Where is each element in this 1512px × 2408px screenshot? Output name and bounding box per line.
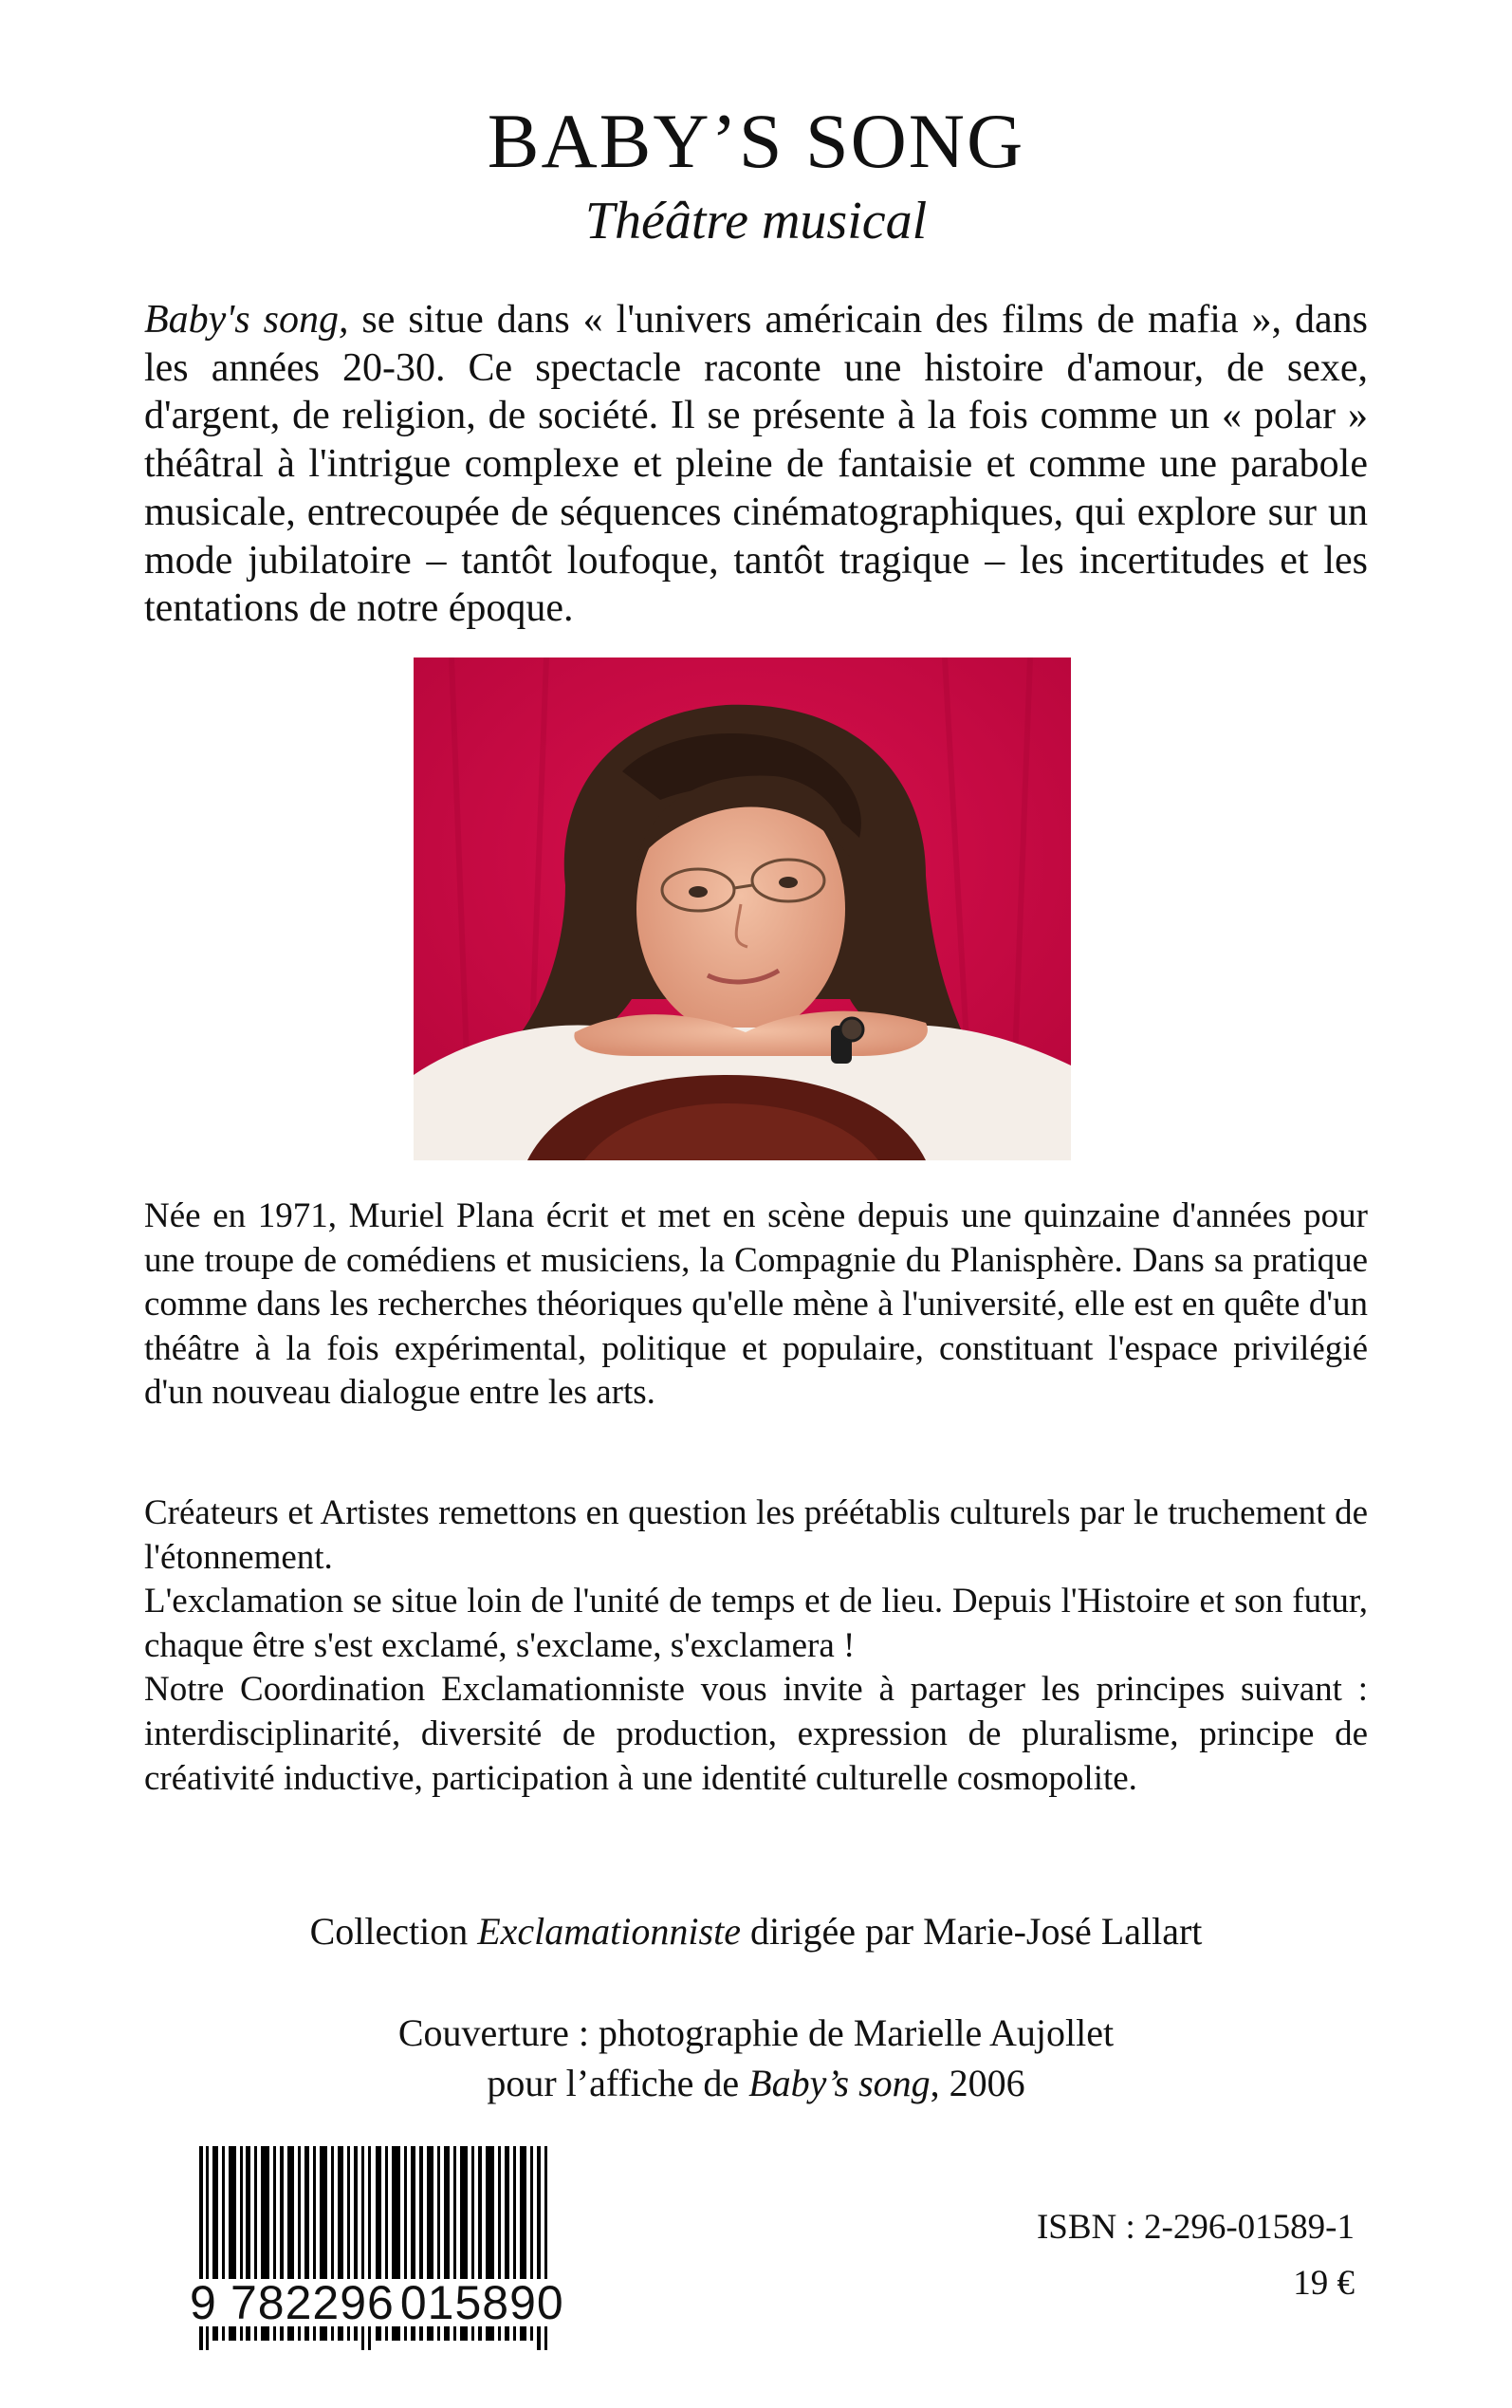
cover-credit-prefix: pour l’affiche de (487, 2062, 749, 2104)
manifesto-line-3: Notre Coordination Exclamationniste vous invite à partager les principes suivant : interdisciplinarité, diversité de production, expression de pluralisme, principe de créativité inductive, participation à une identité culturelle cosmopolite. (144, 1670, 1368, 1798)
cover-credit-line-1: Couverture : photographie de Marielle Aujollet (397, 2011, 1115, 2054)
book-subtitle: Théâtre musical (584, 192, 928, 250)
price: 19 € (1293, 2264, 1355, 2303)
summary-text: se situe dans « l'univers américain des films de mafia », dans les années 20-30. Ce spectacle raconte une histoire d'amour, de sexe, d'argent, de religion, de société. Il se présente à la fois comme un « polar » théâtral à l'intrigue complexe et pleine de fantaisie et comme une parabole musicale, entrecoupée de séquences cinématographiques, qui explore sur un mode jubilatoire – tantôt loufoque, tantôt tragique – les incertitudes et les tentations de notre époque. (144, 298, 1369, 631)
barcode-digit-first: 9 (190, 2279, 228, 2326)
collection-suffix: dirigée par Marie-José Lallart (740, 1910, 1203, 1953)
summary-paragraph (144, 296, 1368, 633)
author-bio: Née en 1971, Muriel Plana écrit et met en scène depuis une quinzaine d'années pour une troupe de comédiens et musiciens, la Compagnie du Planisphère. Dans sa pratique comme dans les recherches théoriques qu'elle mène à l'université, elle est en quête d'un théâtre à la fois expérimental, politique et populaire, constituant l'espace privilégié d'un nouveau dialogue entre les arts. (144, 1196, 1368, 1413)
summary-title-ref: Baby's song, (144, 298, 349, 342)
manifesto-line-1: Créateurs et Artistes remettons en question les préétablis culturels par le truchement de l'étonnement. (144, 1493, 1368, 1577)
cover-credit (0, 2008, 1512, 2108)
cover-credit-title: Baby’s song (748, 2062, 931, 2104)
collection-name: Exclamationniste (477, 1910, 741, 1953)
author-photo (414, 658, 1071, 1160)
isbn: ISBN : 2-296-01589-1 (1036, 2208, 1355, 2247)
manifesto-line-2: L'exclamation se situe loin de l'unité de temps et de lieu. Depuis l'Histoire et son futur, chaque être s'est exclamé, s'exclame, s'exclamera ! (144, 1582, 1368, 1665)
barcode-digits (190, 2276, 579, 2329)
author-portrait-illustration (414, 658, 1071, 1160)
collection-credit (0, 1909, 1512, 1954)
barcode-group-2: 015890 (397, 2279, 567, 2326)
cover-credit-line-2 (0, 2058, 1512, 2108)
barcode-group-1: 782296 (228, 2279, 397, 2326)
cover-credit-suffix: , 2006 (930, 2062, 1025, 2104)
collection-prefix: Collection (309, 1910, 478, 1953)
manifesto (144, 1491, 1368, 1801)
book-title: BABY’S SONG (487, 98, 1025, 184)
